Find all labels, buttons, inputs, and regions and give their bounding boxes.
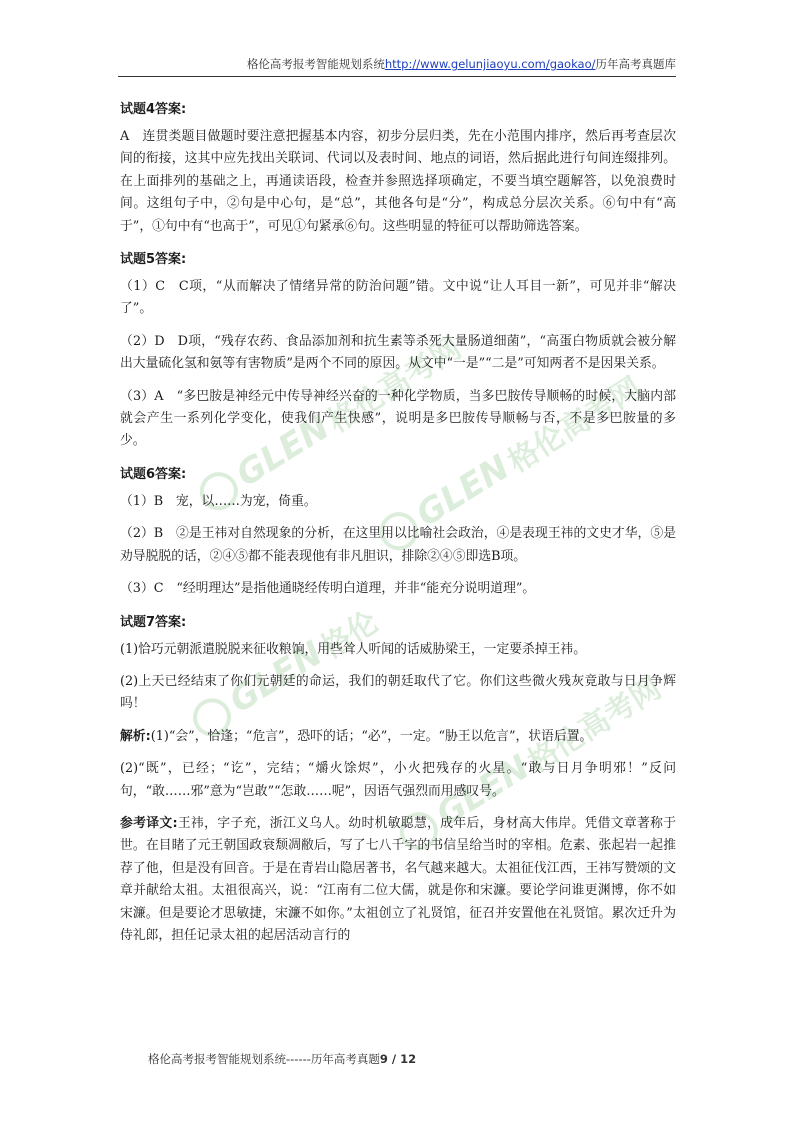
analysis-paragraph <box>120 726 676 748</box>
answer-section-7 <box>120 611 676 948</box>
page-header <box>118 56 676 77</box>
answer-paragraph: （3）C “经明理达”是指他通晓经传明白道理，并非“能充分说明道理”。 <box>120 581 536 597</box>
section-title: 试题7答案: <box>120 614 187 630</box>
answer-paragraph: (1)恰巧元朝派遣脱脱来征收粮饷，用些耸人听闻的话威胁梁王，一定要杀掉王祎。 <box>120 641 587 657</box>
answer-paragraph: （1）C C项，“从而解决了情绪异常的防治问题”错。文中说“让人耳目一新”，可见并非“解决了”。 <box>120 279 676 317</box>
answer-paragraph: A 连贯类题目做题时要注意把握基本内容，初步分层归类，先在小范围内排序，然后再考查层次间的衔接，这其中应先找出关联词、代词以及表时间、地点的词语，然后据此进行句间连缀排列。在上面排列的基础之上，再通读语段，检查并参照选择项确定，不要当填空题解答，以免浪费时间。这组句子中，②句是中心句，是“总”，其他各句是“分”，构成总分层次关系。⑥句中有“高于”，①句中有“也高于”，可见①句紧承⑥句。这些明显的特征可以帮助筛选答案。 <box>120 129 676 234</box>
header-link[interactable]: http://www.gelunjiaoyu.com/gaokao/ <box>384 57 596 71</box>
translation-text: 王祎，字子充，浙江义乌人。幼时机敏聪慧，成年后，身材高大伟岸。凭借文章著称于世。在目睹了元王朝国政衰颓凋敝后，写了七八千字的书信呈给当时的宰相。危素、张起岩一起推荐了他，但是没有回音。于是在青岩山隐居著书，名气越来越大。太祖征伐江西，王祎写赞颂的文章并献给太祖。太祖很高兴，说：“江南有二位大儒，就是你和宋濂。要论学问谁更渊博，你不如宋濂。但是要论才思敏捷，宋濂不如你。”太祖创立了礼贤馆，征召并安置他在礼贤馆。累次迁升为侍礼郎，担任记录太祖的起居活动言行的 <box>120 815 677 943</box>
analysis-text: (1)“会”，恰逢；“危言”，恐吓的话；“必”，一定。“胁王以危言”，状语后置。 <box>150 728 593 744</box>
footer-text: 格伦高考报考智能规划系统------历年高考真题 <box>148 1052 380 1066</box>
header-suffix: 历年高考真题库 <box>595 57 676 71</box>
answer-section-6 <box>120 463 676 601</box>
answer-paragraph: (2)上天已经结束了你们元朝廷的命运，我们的朝廷取代了它。你们这些微火残灰竟敢与日月争辉吗！ <box>120 673 676 712</box>
page-footer <box>148 1051 416 1067</box>
answer-paragraph: （2）B ②是王祎对自然现象的分析，在这里用以比喻社会政治，④是表现王祎的文史才华，⑤是劝导脱脱的话，②④⑤都不能表现他有非凡胆识，排除②④⑤即选B项。 <box>120 526 676 564</box>
answer-section-4 <box>120 98 676 238</box>
section-title: 试题5答案: <box>120 252 187 268</box>
section-title: 试题6答案: <box>120 466 187 482</box>
analysis-label: 解析: <box>120 728 151 744</box>
watermark-logo: GLEN格伦 <box>184 598 385 746</box>
answer-paragraph: （2）D D项，“残存农药、食品添加剂和抗生素等杀死大量肠道细菌”，“高蛋白物质就会被分解出大量硫化氢和氨等有害物质”是两个不同的原因。从文中“一是”“二是”可知两者不是因果关系。 <box>120 333 676 372</box>
header-prefix: 格伦高考报考智能规划系统 <box>246 57 385 71</box>
translation-label: 参考译文: <box>120 815 178 831</box>
answer-paragraph: （3）A “多巴胺是神经元中传导神经兴奋的一种化学物质，当多巴胺传导顺畅的时候，大脑内部就会产生一系列化学变化，使我们产生快感”，说明是多巴胺传导顺畅与否，不是多巴胺量的多少。 <box>120 388 676 449</box>
page-number: 9 / 12 <box>379 1052 417 1066</box>
analysis-paragraph: (2)“既”，已经；“讫”，完结；“爝火馀烬”，小火把残存的火星。“敢与日月争明邪！”反问句，“敢……邪”意为“岂敢”“怎敢……呢”，因语气强烈而用感叹号。 <box>120 761 676 799</box>
answer-section-5 <box>120 248 676 453</box>
watermark-logo: GLEN格伦高考网 <box>391 664 668 860</box>
answer-paragraph: （1）B 宠，以……为宠，倚重。 <box>120 493 317 509</box>
watermark-logo: GLEN格伦高考网 <box>371 364 648 560</box>
document-body <box>120 98 676 957</box>
watermark-logo: GLEN格伦高考网 <box>191 324 468 520</box>
section-title: 试题4答案: <box>120 102 187 117</box>
translation-paragraph <box>120 813 676 947</box>
